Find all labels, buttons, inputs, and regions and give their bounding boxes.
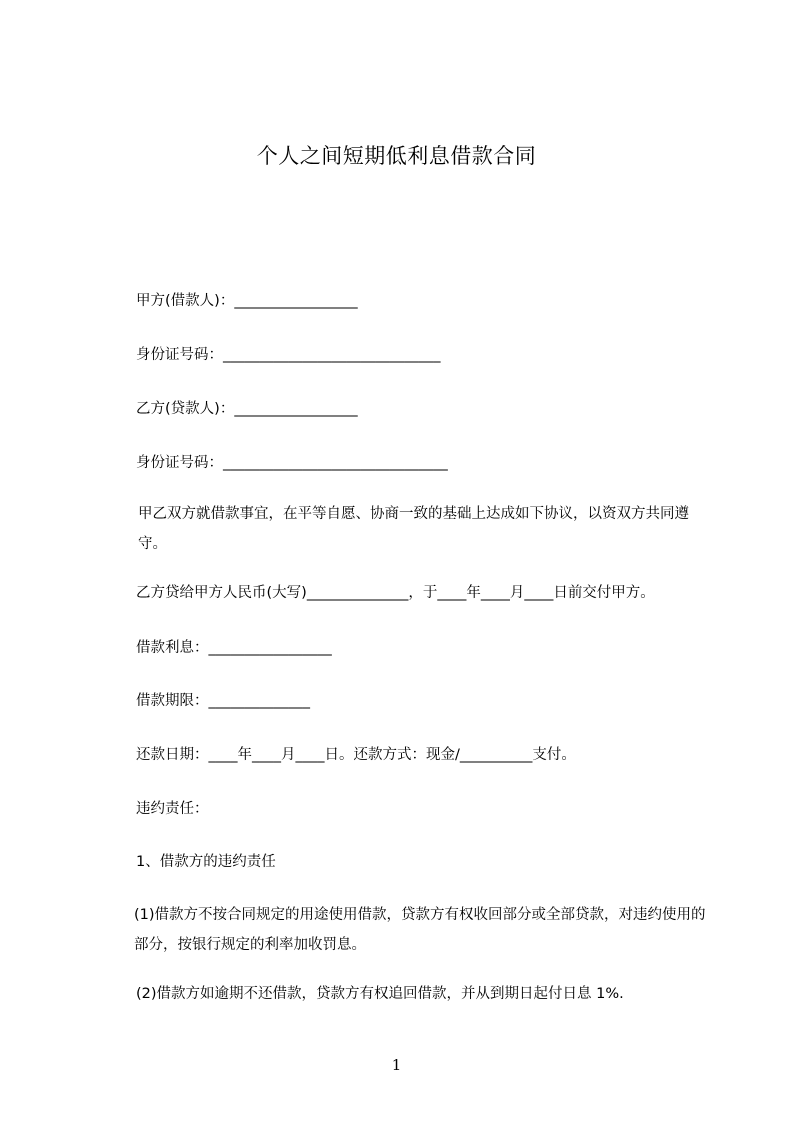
party-b-id-line: 身份证号码：_______________________________ [136, 455, 448, 471]
breach-clause-1: 1、借款方的违约责任 [136, 854, 276, 870]
party-b-line: 乙方(贷款人)：_________________ [136, 401, 358, 417]
document-title: 个人之间短期低利息借款合同 [256, 144, 537, 168]
breach-clause-1-1-text: (1)借款方不按合同规定的用途使用借款，贷款方有权收回部分或全部贷款，对违约使用的部分，按银行规定的利率加收罚息。 [134, 907, 706, 953]
breach-clause-1-2: (2)借款方如逾期不还借款，贷款方有权追回借款，并从到期日起付日息 1%. [136, 986, 624, 1002]
party-a-id-line: 身份证号码：______________________________ [136, 347, 441, 363]
breach-heading: 违约责任： [136, 801, 209, 817]
term-line: 借款期限：______________ [136, 693, 310, 709]
page-number: 1 [391, 1056, 402, 1074]
party-a-line: 甲方(借款人)：_________________ [136, 293, 358, 309]
interest-line: 借款利息：_________________ [136, 640, 332, 656]
agreement-text: 甲乙双方就借款事宜，在平等自愿、协商一致的基础上达成如下协议，以资双方共同遵守。 [138, 506, 689, 552]
loan-amount-line: 乙方贷给甲方人民币(大写)______________，于____年____月____日前交付甲方。 [136, 585, 655, 601]
agreement-paragraph [104, 499, 714, 559]
breach-clause-1-1 [104, 900, 714, 960]
repayment-line: 还款日期：____年____月____日。还款方式：现金/__________支付。 [136, 747, 576, 763]
